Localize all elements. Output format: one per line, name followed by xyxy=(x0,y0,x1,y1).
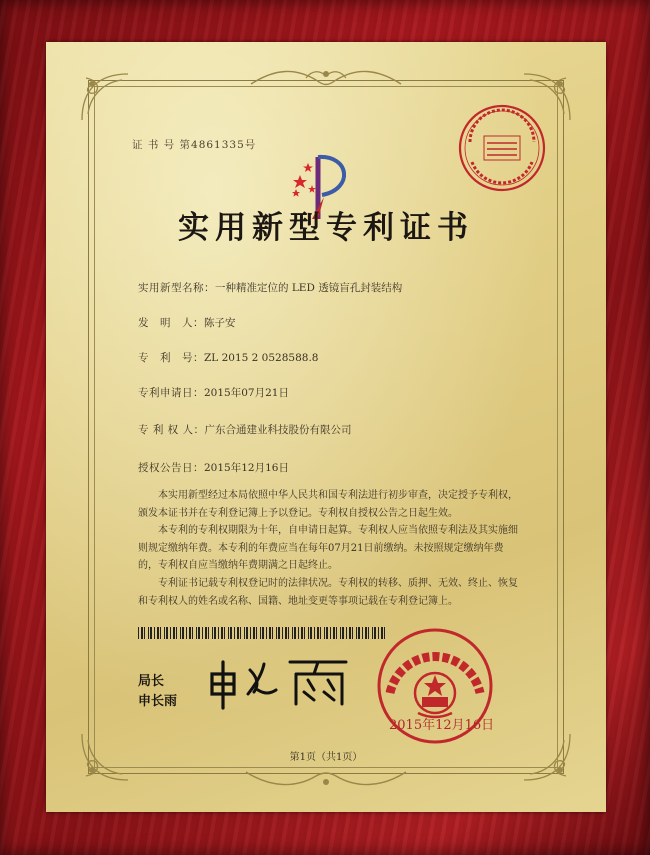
handwritten-signature-icon xyxy=(204,652,354,712)
field-label: 专利申请日： xyxy=(138,387,204,399)
page-number: 第1页（共1页） xyxy=(289,752,363,763)
field-value: 陈子安 xyxy=(204,317,236,329)
certificate-title: 实用新型专利证书 xyxy=(178,210,474,246)
field-application-date xyxy=(138,385,289,400)
field-patent-number xyxy=(138,350,318,365)
corner-ornament-icon xyxy=(78,70,132,124)
field-label: 实用新型名称： xyxy=(138,282,215,294)
field-label: 专 利 号： xyxy=(138,352,204,364)
field-grant-date xyxy=(138,460,289,475)
field-patentee xyxy=(138,422,352,437)
field-value: 2015年12月16日 xyxy=(204,462,289,474)
seal-date: 2015年12月16日 xyxy=(389,718,495,733)
field-utility-model-name xyxy=(138,280,402,295)
field-label: 发 明 人： xyxy=(138,317,204,329)
registration-seal-icon xyxy=(456,102,548,194)
field-value: ZL 2015 2 0528588.8 xyxy=(204,352,319,364)
field-label: 授权公告日： xyxy=(138,462,204,474)
paragraph-grant: 本实用新型经过本局依照中华人民共和国专利法进行初步审查，决定授予专利权，颁发本证书并在专利登记簿上予以登记。专利权自授权公告之日起生效。 xyxy=(138,490,518,519)
certificate-number: 证 书 号 第4861335号 xyxy=(132,139,257,151)
field-inventor xyxy=(138,315,236,330)
field-value: 2015年07月21日 xyxy=(204,387,289,399)
paragraph-term: 本专利的专利权期限为十年，自申请日起算。专利权人应当依照专利法及其实施细则规定缴纳年费。本专利的年费应当在每年07月21日前缴纳。未按照规定缴纳年费的，专利权自应当缴纳年费期满之日起终止。 xyxy=(138,525,518,571)
paragraph-register: 专利证书记载专利权登记时的法律状况。专利权的转移、质押、无效、终止、恢复和专利权人的姓名或名称、国籍、地址变更等事项记载在专利登记簿上。 xyxy=(138,578,518,607)
field-label: 专 利 权 人： xyxy=(138,424,205,436)
certificate-paper xyxy=(46,42,606,812)
top-scroll-ornament-icon xyxy=(246,64,406,92)
field-value: 一种精准定位的 LED 透镜盲孔封装结构 xyxy=(215,282,403,294)
barcode xyxy=(138,627,388,639)
field-value: 广东合通建业科技股份有限公司 xyxy=(204,424,352,436)
director-name: 申长雨 xyxy=(138,694,178,709)
director-title: 局长 xyxy=(138,674,165,689)
bottom-scroll-ornament-icon xyxy=(241,766,411,792)
